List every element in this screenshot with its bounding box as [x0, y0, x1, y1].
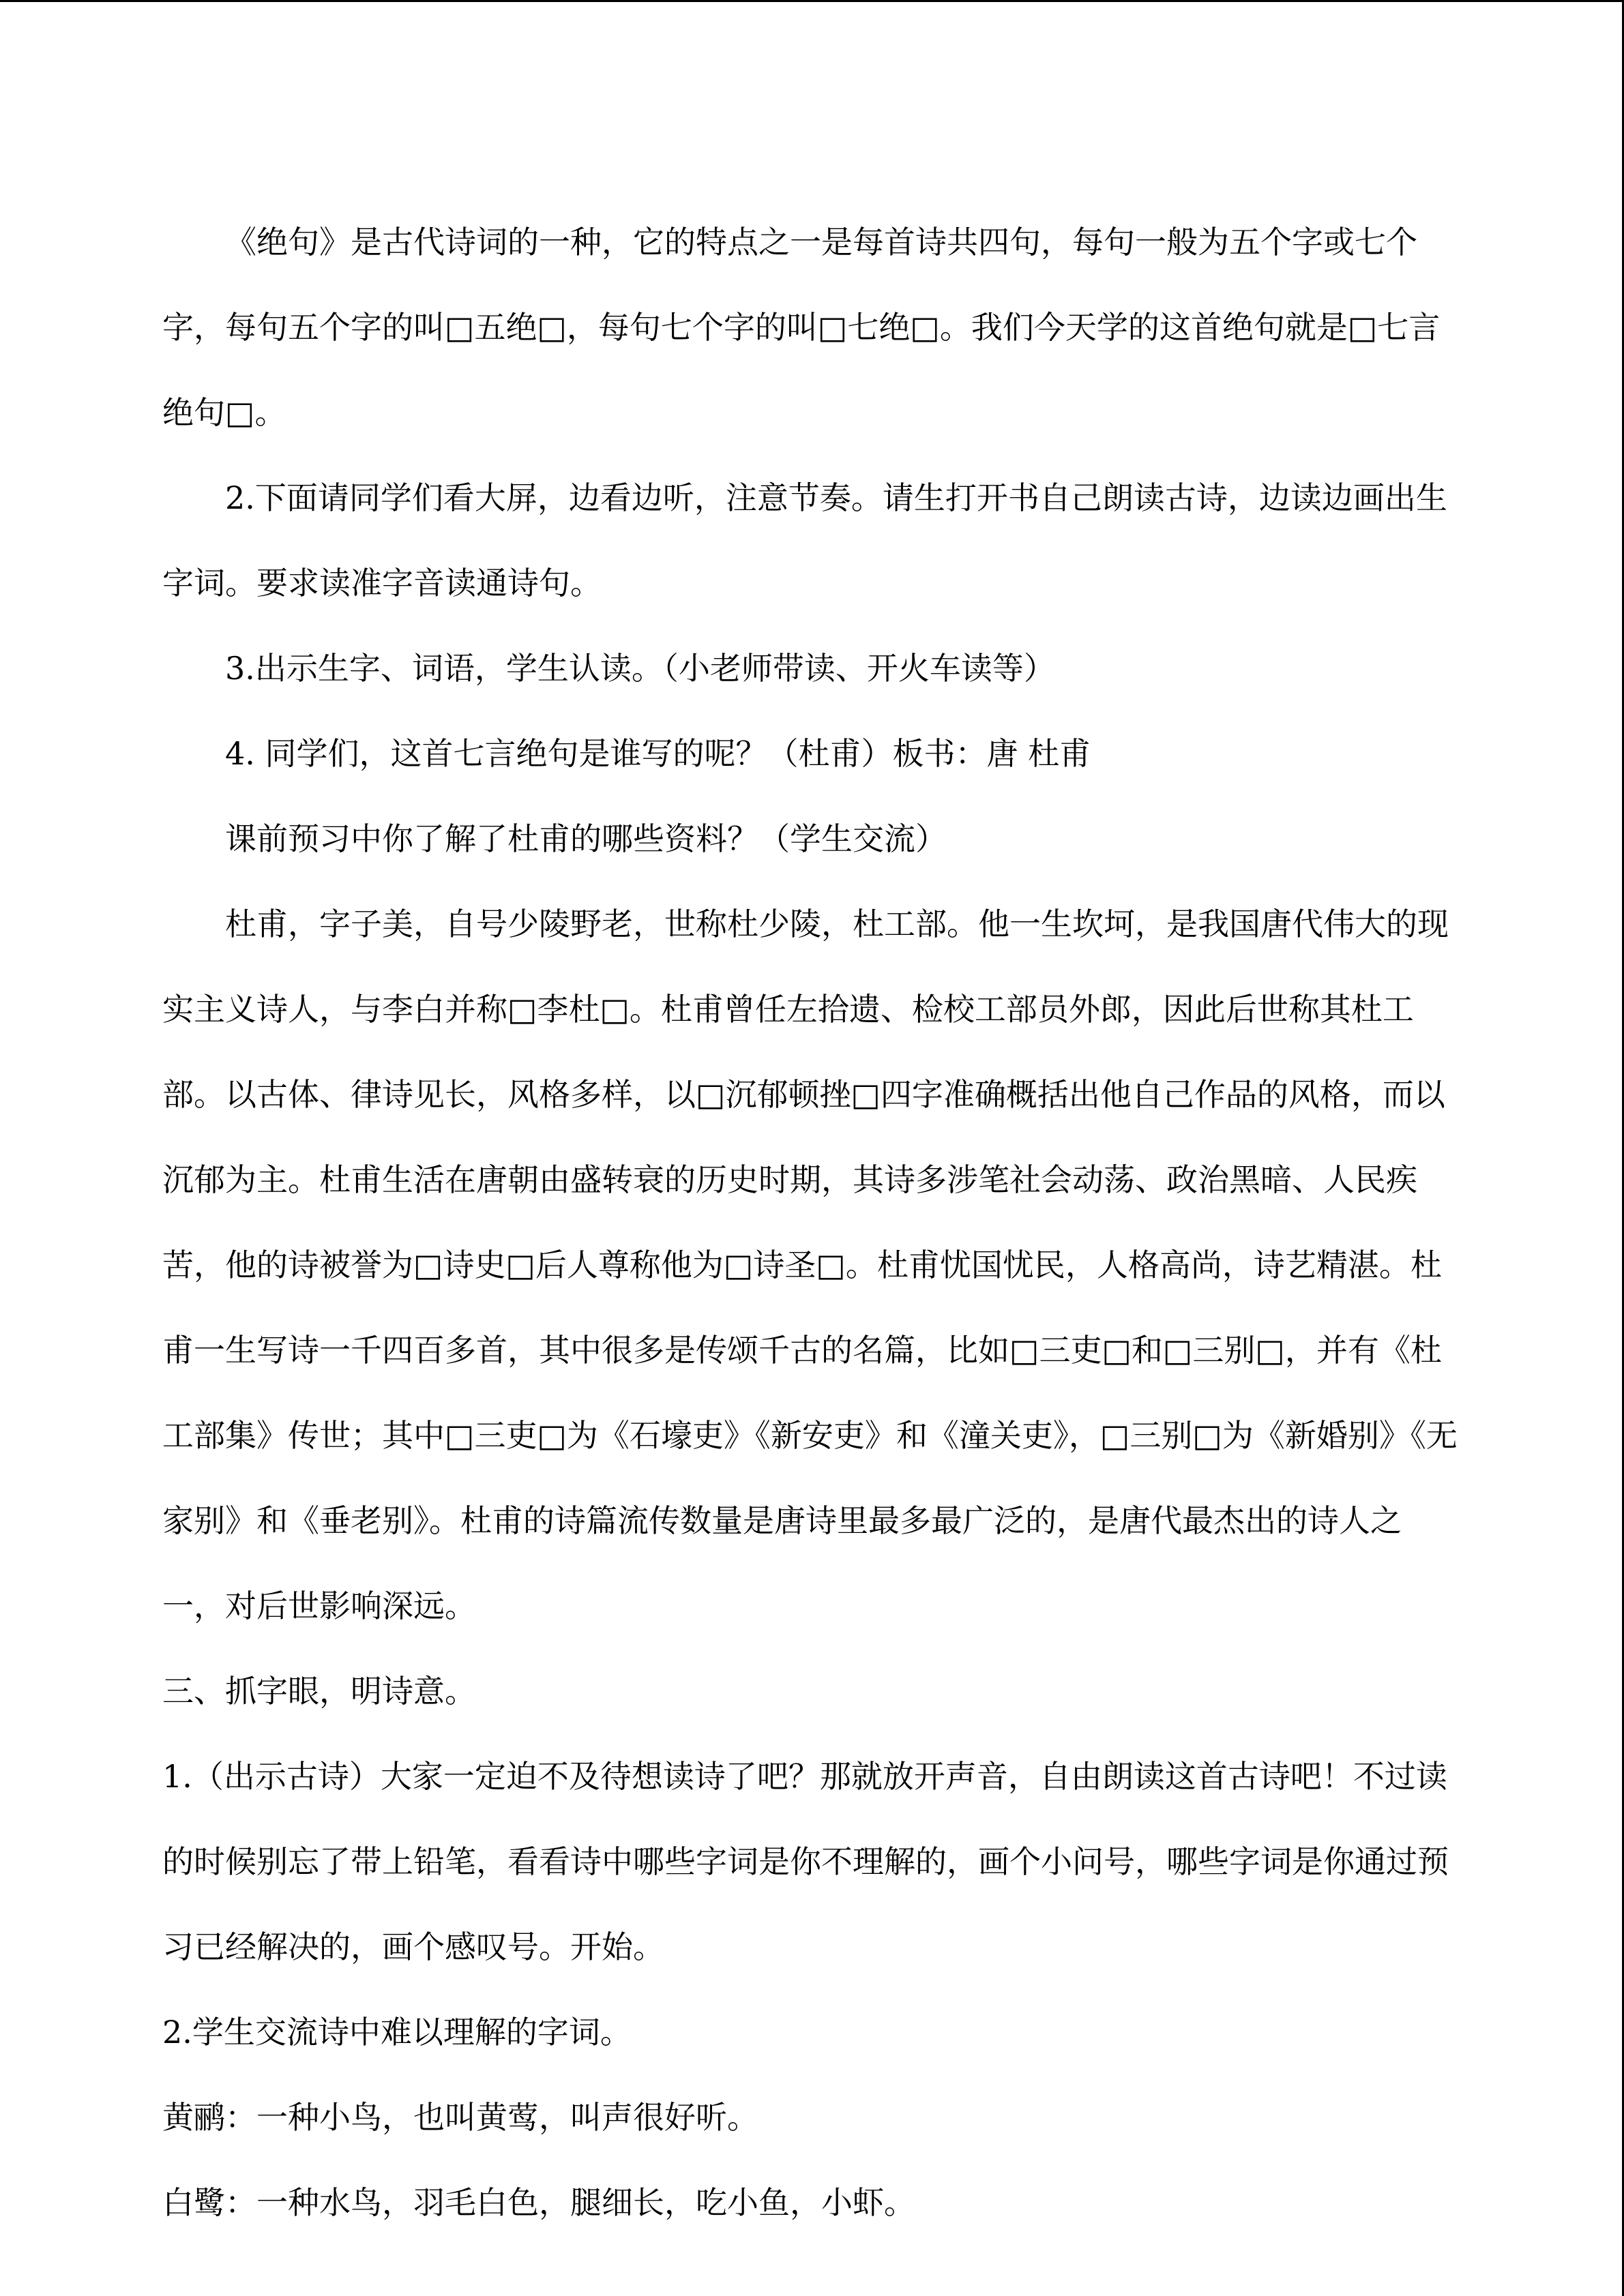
definition-huangli: 黄鹂：一种小鸟，也叫黄莺，叫声很好听。 [162, 2099, 758, 2136]
paragraph-discuss-words: 2.学生交流诗中难以理解的字词。 [162, 2014, 632, 2051]
paragraph-jueju-intro: 《绝句》是古代诗词的一种，它的特点之一是每首诗共四句，每句一般为五个字或七个字，每句五个字的叫□五绝□，每句七个字的叫□七绝□。我们今天学的这首绝句就是□七言绝句□。 [162, 224, 1441, 431]
paragraph-step-4: 4. 同学们，这首七言绝句是谁写的呢？（杜甫）板书：唐 杜甫 [225, 735, 1091, 772]
paragraph-read-poem: 1.（出示古诗）大家一定迫不及待想读诗了吧？那就放开声音，自由朗读这首古诗吧！不过读的时候别忘了带上铅笔，看看诗中哪些字词是你不理解的，画个小问号，哪些字词是你通过预习已经解决的，画个感叹号。开始。 [162, 1758, 1449, 1965]
paragraph-preview-question: 课前预习中你了解了杜甫的哪些资料？（学生交流） [225, 820, 947, 857]
definition-bailu: 白鹭：一种水鸟，羽毛白色，腿细长，吃小鱼，小虾。 [162, 2184, 915, 2221]
section-heading-3: 三、抓字眼，明诗意。 [162, 1673, 476, 1710]
paragraph-du-fu-bio: 杜甫，字子美，自号少陵野老，世称杜少陵，杜工部。他一生坎坷，是我国唐代伟大的现实主义诗人，与李白并称□李杜□。杜甫曾任左拾遗、检校工部员外郎，因此后世称其杜工部。以古体、律诗见长，风格多样，以□沉郁顿挫□四字准确概括出他自己作品的风格，而以沉郁为主。杜甫生活在唐朝由盛转衰的历史时期，其诗多涉笔社会动荡、政治黑暗、人民疾苦，他的诗被誉为□诗史□后人尊称他为□诗圣□。杜甫忧国忧民，人格高尚，诗艺精湛。杜甫一生写诗一千四百多首，其中很多是传颂千古的名篇，比如□三吏□和□三别□，并有《杜工部集》传世；其中□三吏□为《石壕吏》《新安吏》和《潼关吏》，□三别□为《新婚别》《无家别》和《垂老别》。杜甫的诗篇流传数量是唐诗里最多最广泛的，是唐代最杰出的诗人之一，对后世影响深远。 [162, 906, 1458, 1624]
paragraph-step-2: 2.下面请同学们看大屏，边看边听，注意节奏。请生打开书自己朗读古诗，边读边画出生字词。要求读准字音读通诗句。 [162, 479, 1447, 601]
paragraph-step-3: 3.出示生字、词语，学生认读。（小老师带读、开火车读等） [225, 650, 1055, 687]
document-body [162, 200, 1458, 2246]
